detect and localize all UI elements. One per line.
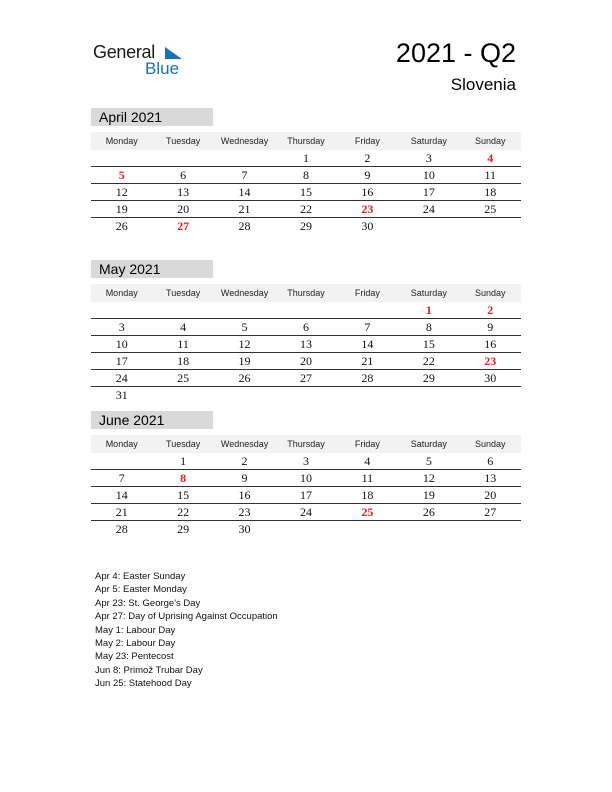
holiday-date-cell: 2 — [487, 303, 494, 317]
date-cell: 15 — [299, 185, 312, 199]
weekday-label: Monday — [105, 288, 138, 298]
date-cell: 15 — [177, 488, 190, 502]
date-cell — [152, 302, 213, 318]
holiday-date-cell: 8 — [180, 471, 187, 485]
date-cell: 1 — [180, 454, 187, 468]
date-cell — [91, 302, 152, 318]
date-cell — [337, 387, 398, 403]
weekday-label: Saturday — [410, 288, 447, 298]
holiday-date-cell: 25 — [361, 505, 374, 519]
date-cell — [91, 453, 152, 469]
date-cell: 7 — [241, 168, 248, 182]
week-row — [91, 470, 521, 487]
weekday-header-row — [91, 284, 521, 302]
weekday-label: Friday — [354, 288, 380, 298]
date-cell: 20 — [299, 354, 312, 368]
weekday-label: Monday — [105, 136, 138, 146]
date-cell: 3 — [425, 151, 432, 165]
weekday-label: Monday — [105, 439, 138, 449]
week-row — [91, 353, 521, 370]
date-cell: 16 — [361, 185, 374, 199]
week-row — [91, 201, 521, 218]
date-cell: 19 — [115, 202, 128, 216]
date-cell: 8 — [302, 168, 309, 182]
week-row — [91, 370, 521, 387]
date-cell — [337, 521, 398, 537]
date-cell: 22 — [299, 202, 312, 216]
holiday-date-cell: 5 — [118, 168, 125, 182]
date-cell: 14 — [115, 488, 128, 502]
date-cell: 17 — [299, 488, 312, 502]
date-cell — [460, 521, 521, 537]
country-name: Slovenia — [450, 75, 516, 94]
weekday-label: Thursday — [287, 288, 325, 298]
date-cell: 30 — [238, 522, 251, 536]
holiday-note: Apr 27: Day of Uprising Against Occupation — [95, 611, 278, 623]
date-cell — [214, 302, 275, 318]
holiday-note: Apr 23: St. George's Day — [95, 597, 201, 609]
date-cell: 29 — [299, 219, 312, 233]
date-cell — [460, 218, 521, 234]
date-cell: 12 — [422, 471, 435, 485]
date-cell: 16 — [484, 337, 497, 351]
weekday-label: Thursday — [287, 136, 325, 146]
date-cell: 17 — [422, 185, 435, 199]
month-label: June 2021 — [91, 411, 213, 429]
month-april — [91, 108, 521, 234]
date-cell: 3 — [302, 454, 309, 468]
week-row — [91, 150, 521, 167]
date-cell: 15 — [422, 337, 435, 351]
date-cell: 6 — [302, 320, 309, 334]
date-cell: 11 — [484, 168, 497, 182]
date-cell: 17 — [115, 354, 128, 368]
date-cell: 10 — [299, 471, 312, 485]
date-cell: 12 — [238, 337, 251, 351]
date-cell: 19 — [422, 488, 435, 502]
date-cell: 24 — [299, 505, 312, 519]
date-cell: 28 — [238, 219, 251, 233]
date-cell — [275, 521, 336, 537]
date-cell: 3 — [118, 320, 125, 334]
weekday-label: Wednesday — [220, 136, 269, 146]
date-cell: 29 — [422, 371, 435, 385]
holiday-note: Jun 25: Statehood Day — [95, 678, 192, 690]
date-cell: 13 — [177, 185, 190, 199]
date-cell: 13 — [484, 471, 497, 485]
date-cell: 9 — [487, 320, 494, 334]
date-cell: 21 — [115, 505, 128, 519]
date-cell: 5 — [241, 320, 248, 334]
weekday-label: Sunday — [474, 288, 506, 298]
date-cell: 21 — [238, 202, 251, 216]
date-cell: 26 — [422, 505, 435, 519]
holiday-note: Apr 4: Easter Sunday — [95, 571, 186, 582]
date-cell: 20 — [177, 202, 190, 216]
date-cell — [152, 387, 213, 403]
date-cell: 2 — [364, 151, 371, 165]
week-row — [91, 302, 521, 319]
holiday-date-cell: 27 — [177, 219, 190, 233]
date-cell — [460, 387, 521, 403]
weekday-label: Tuesday — [166, 439, 201, 449]
date-cell: 9 — [364, 168, 371, 182]
date-cell: 22 — [177, 505, 190, 519]
holiday-date-cell: 1 — [425, 303, 432, 317]
date-cell: 22 — [422, 354, 435, 368]
weekday-label: Saturday — [410, 136, 447, 146]
date-cell — [398, 218, 459, 234]
weekday-label: Wednesday — [220, 288, 269, 298]
date-cell: 2 — [241, 454, 248, 468]
date-cell: 28 — [361, 371, 374, 385]
week-row — [91, 453, 521, 470]
date-cell: 18 — [361, 488, 374, 502]
date-cell: 18 — [484, 185, 497, 199]
date-cell: 12 — [115, 185, 128, 199]
weekday-label: Tuesday — [166, 136, 201, 146]
holiday-note: May 1: Labour Day — [95, 624, 176, 636]
generalblue-logo — [93, 40, 193, 80]
month-label: May 2021 — [91, 260, 213, 278]
date-cell: 8 — [425, 320, 432, 334]
date-cell: 11 — [361, 471, 374, 485]
holiday-date-cell: 23 — [361, 202, 374, 216]
logo-triangle-icon — [163, 46, 183, 60]
month-label: April 2021 — [91, 108, 213, 126]
date-cell: 6 — [180, 168, 187, 182]
date-cell — [152, 150, 213, 166]
date-cell: 23 — [238, 505, 251, 519]
week-row — [91, 218, 521, 234]
logo-text-blue: Blue — [145, 59, 180, 78]
date-cell: 31 — [115, 388, 128, 402]
week-row — [91, 184, 521, 201]
date-cell: 19 — [238, 354, 251, 368]
date-cell: 11 — [177, 337, 189, 351]
holiday-list — [95, 570, 278, 691]
date-cell: 30 — [361, 219, 374, 233]
weekday-label: Saturday — [410, 439, 447, 449]
weekday-label: Sunday — [474, 136, 506, 146]
month-may — [91, 260, 521, 403]
weekday-header-row — [91, 435, 521, 453]
date-cell: 6 — [487, 454, 494, 468]
date-cell — [398, 387, 459, 403]
week-row — [91, 336, 521, 353]
weekday-label: Friday — [354, 439, 380, 449]
date-cell: 30 — [484, 371, 497, 385]
date-cell: 27 — [299, 371, 312, 385]
page-title: 2021 - Q2 — [395, 38, 516, 68]
date-cell — [214, 387, 275, 403]
holiday-note: Jun 8: Primož Trubar Day — [95, 664, 203, 676]
weekday-label: Wednesday — [220, 439, 269, 449]
date-cell: 21 — [361, 354, 374, 368]
date-cell: 9 — [241, 471, 248, 485]
week-row — [91, 487, 521, 504]
weekday-header-row — [91, 132, 521, 150]
weekday-label: Sunday — [474, 439, 506, 449]
date-cell: 24 — [422, 202, 435, 216]
date-cell: 27 — [484, 505, 497, 519]
date-cell — [275, 387, 336, 403]
date-cell — [275, 302, 336, 318]
date-cell: 14 — [361, 337, 374, 351]
date-cell: 25 — [484, 202, 497, 216]
holiday-note: May 23: Pentecost — [95, 651, 174, 663]
week-row — [91, 167, 521, 184]
date-cell: 4 — [364, 454, 371, 468]
date-cell: 5 — [425, 454, 432, 468]
date-cell: 28 — [115, 522, 128, 536]
date-cell: 20 — [484, 488, 497, 502]
date-cell: 14 — [238, 185, 251, 199]
date-cell: 16 — [238, 488, 251, 502]
date-cell: 18 — [177, 354, 190, 368]
date-cell: 4 — [180, 320, 187, 334]
date-cell — [214, 150, 275, 166]
logo-text-general: General — [93, 42, 155, 62]
date-cell: 26 — [115, 219, 128, 233]
date-cell: 29 — [177, 522, 190, 536]
date-cell: 7 — [118, 471, 125, 485]
date-cell — [398, 521, 459, 537]
month-june — [91, 411, 521, 537]
weekday-label: Thursday — [287, 439, 325, 449]
date-cell — [91, 150, 152, 166]
date-cell: 1 — [302, 151, 309, 165]
holiday-note: May 2: Labour Day — [95, 638, 176, 650]
date-cell: 10 — [422, 168, 435, 182]
date-cell: 7 — [364, 320, 371, 334]
week-row — [91, 319, 521, 336]
weekday-label: Friday — [354, 136, 380, 146]
date-cell: 25 — [177, 371, 190, 385]
date-cell: 24 — [115, 371, 128, 385]
date-cell: 26 — [238, 371, 251, 385]
week-row — [91, 521, 521, 537]
holiday-note: Apr 5: Easter Monday — [95, 584, 187, 596]
holiday-date-cell: 23 — [484, 354, 497, 368]
week-row — [91, 504, 521, 521]
date-cell: 13 — [299, 337, 312, 351]
weekday-label: Tuesday — [166, 288, 201, 298]
date-cell: 10 — [115, 337, 128, 351]
week-row — [91, 387, 521, 403]
date-cell — [337, 302, 398, 318]
holiday-date-cell: 4 — [487, 151, 494, 165]
